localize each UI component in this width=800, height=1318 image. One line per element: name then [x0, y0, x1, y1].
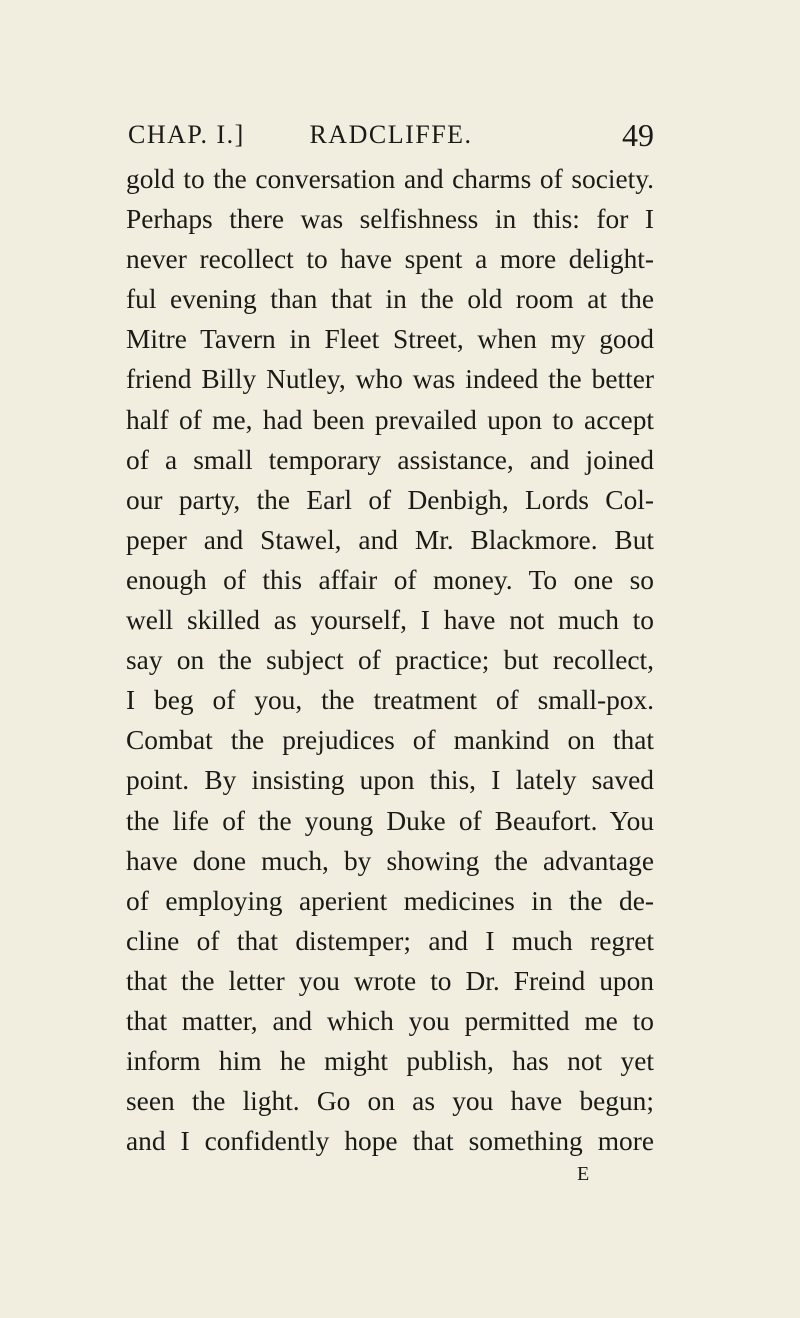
text-line: our party, the Earl of Denbigh, Lords Col- — [126, 484, 654, 515]
text-line: point. By insisting upon this, I lately saved — [126, 765, 654, 796]
text-line: never recollect to have spent a more delight- — [126, 244, 654, 275]
text-line: Perhaps there was selfishness in this: for I — [126, 204, 654, 235]
text-line: cline of that distemper; and I much regret — [126, 925, 654, 956]
chapter-label: CHAP. I.] — [128, 120, 245, 149]
text-line: that the letter you wrote to Dr. Freind upon — [126, 965, 654, 996]
text-line: Combat the prejudices of mankind on that — [126, 725, 654, 756]
text-line: have done much, by showing the advantage — [126, 845, 654, 876]
running-header — [128, 115, 654, 155]
text-line: seen the light. Go on as you have begun; — [126, 1086, 654, 1117]
text-line: ful evening than that in the old room at the — [126, 284, 654, 315]
text-line: that matter, and which you permitted me to — [126, 1005, 654, 1036]
page-number: 49 — [622, 117, 654, 153]
text-line: of a small temporary assistance, and joined — [126, 444, 654, 475]
text-line: of employing aperient medicines in the de- — [126, 885, 654, 916]
text-line: say on the subject of practice; but recollect, — [126, 645, 654, 676]
signature-mark: E — [577, 1163, 591, 1185]
text-line: well skilled as yourself, I have not much to — [126, 605, 654, 636]
text-line: the life of the young Duke of Beaufort. You — [126, 805, 654, 836]
text-line: gold to the conversation and charms of society. — [126, 164, 654, 194]
body-text — [126, 159, 654, 1161]
running-title: RADCLIFFE. — [309, 120, 473, 149]
text-line: I beg of you, the treatment of small-pox. — [126, 685, 654, 716]
text-line: Mitre Tavern in Fleet Street, when my good — [126, 324, 654, 355]
text-line: and I confidently hope that something more — [126, 1126, 654, 1157]
text-line: enough of this affair of money. To one so — [126, 564, 654, 595]
text-line: inform him he might publish, has not yet — [126, 1046, 654, 1077]
text-line: friend Billy Nutley, who was indeed the better — [126, 364, 654, 395]
text-line: peper and Stawel, and Mr. Blackmore. But — [126, 524, 654, 555]
text-line: half of me, had been prevailed upon to accept — [126, 404, 654, 435]
